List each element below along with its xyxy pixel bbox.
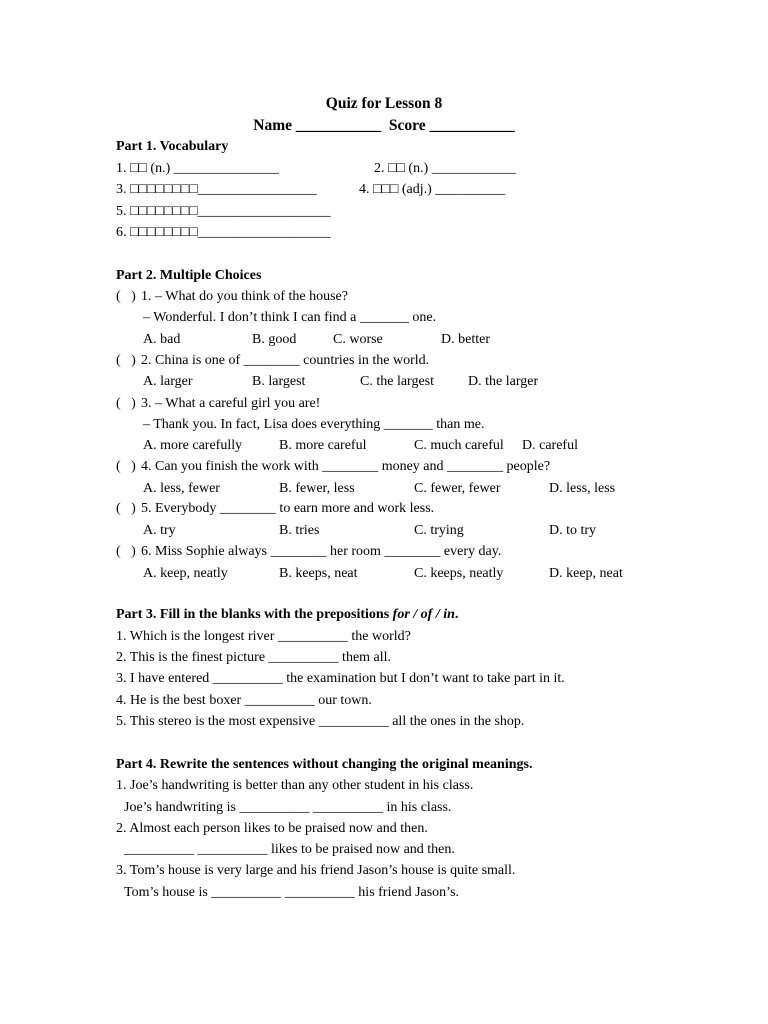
mc-question-5: 5. Everybody ________ to earn more and work less. bbox=[141, 501, 435, 516]
vocab-item-2: 2. □□ (n.) ____________ bbox=[374, 161, 516, 176]
mc-question-1-reply: – Wonderful. I don’t think I can find a _______ one. bbox=[143, 310, 437, 325]
mc-option: C. keeps, neatly bbox=[414, 566, 504, 581]
part3-heading bbox=[116, 606, 458, 624]
mc-option: B. good bbox=[252, 332, 297, 347]
fill-item-1: 1. Which is the longest river __________ the world? bbox=[116, 629, 411, 644]
answer-paren: ( ) bbox=[116, 459, 136, 474]
mc-option: C. the largest bbox=[360, 374, 435, 389]
vocab-item-4: 4. □□□ (adj.) __________ bbox=[359, 182, 506, 197]
part3-heading-prepositions: for / of / in bbox=[392, 607, 455, 622]
rewrite-sentence-3: 3. Tom’s house is very large and his friend Jason’s house is quite small. bbox=[116, 863, 516, 878]
mc-question-4: 4. Can you finish the work with ________ money and ________ people? bbox=[141, 459, 551, 474]
mc-option: C. fewer, fewer bbox=[414, 481, 501, 496]
answer-paren: ( ) bbox=[116, 396, 136, 411]
part3-heading-period: . bbox=[454, 607, 459, 622]
mc-option: D. to try bbox=[549, 523, 597, 538]
fill-item-5: 5. This stereo is the most expensive __________ all the ones in the shop. bbox=[116, 714, 525, 729]
part4-heading: Part 4. Rewrite the sentences without changing the original meanings. bbox=[116, 757, 533, 772]
answer-paren: ( ) bbox=[116, 501, 136, 516]
mc-question-6: 6. Miss Sophie always ________ her room ________ every day. bbox=[141, 544, 502, 559]
answer-paren: ( ) bbox=[116, 353, 136, 368]
fill-item-2: 2. This is the finest picture __________ them all. bbox=[116, 650, 392, 665]
vocab-item-1: 1. □□ (n.) _______________ bbox=[116, 161, 279, 176]
mc-question-3-reply: – Thank you. In fact, Lisa does everything _______ than me. bbox=[143, 417, 485, 432]
rewrite-sentence-2: 2. Almost each person likes to be praised now and then. bbox=[116, 821, 428, 836]
mc-option: D. less, less bbox=[549, 481, 616, 496]
mc-option: A. try bbox=[143, 523, 176, 538]
name-score-line: Name ___________ Score ___________ bbox=[253, 117, 515, 134]
mc-option: A. bad bbox=[143, 332, 181, 347]
rewrite-answer-1: Joe’s handwriting is __________ __________ in his class. bbox=[124, 800, 452, 815]
rewrite-sentence-1: 1. Joe’s handwriting is better than any other student in his class. bbox=[116, 778, 474, 793]
mc-question-3: 3. – What a careful girl you are! bbox=[141, 396, 321, 411]
mc-question-2: 2. China is one of ________ countries in the world. bbox=[141, 353, 430, 368]
mc-option: D. the larger bbox=[468, 374, 539, 389]
quiz-title: Quiz for Lesson 8 bbox=[325, 95, 443, 112]
fill-item-4: 4. He is the best boxer __________ our town. bbox=[116, 693, 372, 708]
mc-option: C. worse bbox=[333, 332, 383, 347]
part3-heading-text: Part 3. Fill in the blanks with the prepositions bbox=[116, 607, 393, 622]
mc-option: D. careful bbox=[522, 438, 578, 453]
fill-item-3: 3. I have entered __________ the examination but I don’t want to take part in it. bbox=[116, 671, 565, 686]
mc-option: B. keeps, neat bbox=[279, 566, 358, 581]
mc-option: A. less, fewer bbox=[143, 481, 220, 496]
vocab-item-6: 6. □□□□□□□□___________________ bbox=[116, 225, 331, 240]
mc-option: B. largest bbox=[252, 374, 306, 389]
mc-option: C. trying bbox=[414, 523, 464, 538]
mc-option: D. better bbox=[441, 332, 490, 347]
rewrite-answer-2: __________ __________ likes to be praised now and then. bbox=[124, 842, 455, 857]
mc-option: C. much careful bbox=[414, 438, 504, 453]
mc-option: A. more carefully bbox=[143, 438, 243, 453]
mc-option: B. tries bbox=[279, 523, 320, 538]
mc-option: A. keep, neatly bbox=[143, 566, 228, 581]
mc-option: A. larger bbox=[143, 374, 193, 389]
part1-heading: Part 1. Vocabulary bbox=[116, 139, 229, 154]
mc-option: D. keep, neat bbox=[549, 566, 623, 581]
answer-paren: ( ) bbox=[116, 289, 136, 304]
mc-option: B. fewer, less bbox=[279, 481, 355, 496]
vocab-item-3: 3. □□□□□□□□_________________ bbox=[116, 182, 317, 197]
rewrite-answer-3: Tom’s house is __________ __________ his friend Jason’s. bbox=[124, 885, 460, 900]
part2-heading: Part 2. Multiple Choices bbox=[116, 268, 262, 283]
mc-option: B. more careful bbox=[279, 438, 367, 453]
answer-paren: ( ) bbox=[116, 544, 136, 559]
vocab-item-5: 5. □□□□□□□□___________________ bbox=[116, 204, 331, 219]
mc-question-1: 1. – What do you think of the house? bbox=[141, 289, 348, 304]
